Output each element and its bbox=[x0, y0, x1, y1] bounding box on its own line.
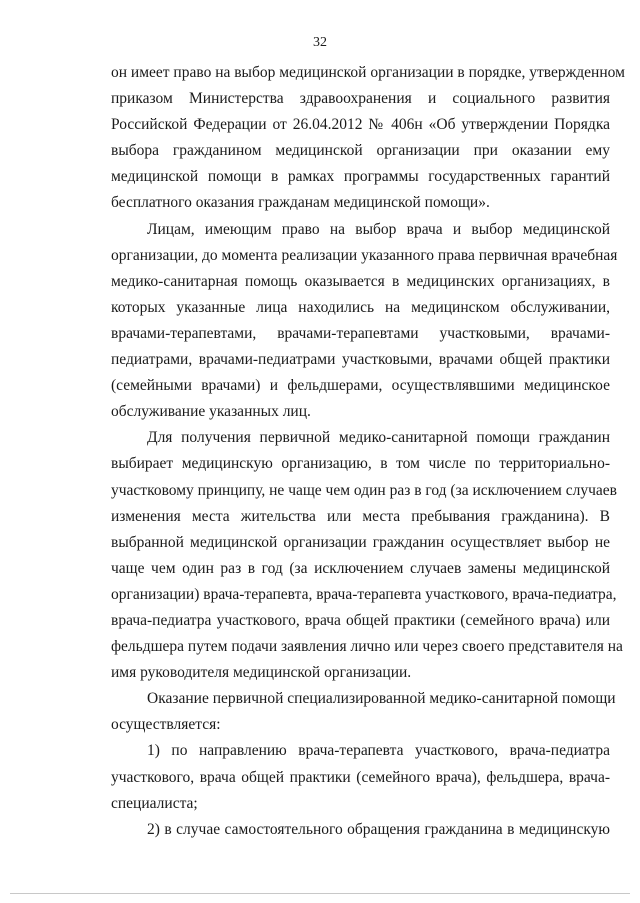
page-number: 32 bbox=[313, 35, 327, 50]
text-line: медико-санитарная помощь оказывается в медицинских организациях, в bbox=[111, 272, 610, 290]
text-line: приказом Министерства здравоохранения и социального развития bbox=[111, 90, 610, 108]
text-line: выбранной медицинской организации гражданин осуществляет выбор не bbox=[111, 533, 610, 551]
text-line: изменения места жительства или места пребывания гражданина). В bbox=[111, 507, 610, 525]
text-line: выбирает медицинскую организацию, в том числе по территориально- bbox=[111, 455, 610, 473]
text-line: медицинской помощи в рамках программы государственных гарантий bbox=[111, 168, 610, 186]
text-line: имя руководителя медицинской организации. bbox=[111, 664, 412, 682]
text-line: чаще чем один раз в год (за исключением случаев замены медицинской bbox=[111, 559, 610, 577]
text-line: 1) по направлению врача-терапевта участкового, врача-педиатра bbox=[147, 742, 610, 760]
text-line: Лицам, имеющим право на выбор врача и выбор медицинской bbox=[147, 220, 610, 238]
text-line: Российской Федерации от 26.04.2012 № 406н «Об утверждении Порядка bbox=[111, 116, 610, 134]
page-bottom-edge bbox=[10, 893, 630, 894]
text-line: 2) в случае самостоятельного обращения гражданина в медицинскую bbox=[147, 820, 610, 838]
text-line: (семейными врачами) и фельдшерами, осуществлявшими медицинское bbox=[111, 377, 610, 395]
text-line: выбора гражданином медицинской организации при оказании ему bbox=[111, 142, 610, 160]
text-line: Для получения первичной медико-санитарной помощи гражданин bbox=[147, 429, 610, 447]
text-line: педиатрами, врачами-педиатрами участковыми, врачами общей практики bbox=[111, 351, 610, 369]
text-line: он имеет право на выбор медицинской организации в порядке, утвержденном bbox=[111, 64, 625, 81]
text-line: которых указанные лица находились на медицинском обслуживании, bbox=[111, 298, 610, 316]
text-line: врачами-терапевтами, врачами-терапевтами участковыми, врачами- bbox=[111, 324, 610, 342]
text-line: Оказание первичной специализированной медико-санитарной помощи bbox=[147, 690, 616, 708]
document-body bbox=[111, 60, 625, 843]
text-line: организации, до момента реализации указанного права первичная врачебная bbox=[111, 246, 618, 264]
text-line: обслуживание указанных лиц. bbox=[111, 403, 311, 421]
text-line: бесплатного оказания гражданам медицинской помощи». bbox=[111, 194, 490, 212]
text-line: врача-педиатра участкового, врача общей практики (семейного врача) или bbox=[111, 611, 610, 629]
text-line: осуществляется: bbox=[111, 716, 221, 734]
text-line: организации) врача-терапевта, врача-терапевта участкового, врача-педиатра, bbox=[111, 585, 617, 603]
text-line: участковому принципу, не чаще чем один раз в год (за исключением случаев bbox=[111, 481, 617, 499]
text-line: специалиста; bbox=[111, 794, 198, 812]
text-line: фельдшера путем подачи заявления лично или через своего представителя на bbox=[111, 638, 623, 656]
text-line: участкового, врача общей практики (семейного врача), фельдшера, врача- bbox=[111, 768, 610, 786]
